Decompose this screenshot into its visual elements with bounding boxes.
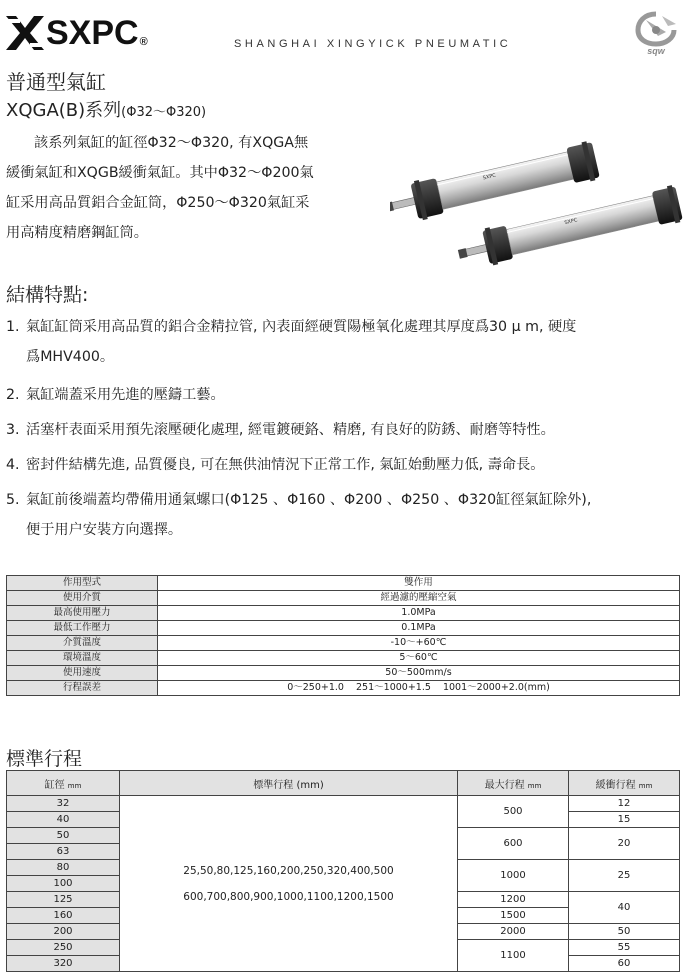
feature-item (6, 485, 682, 545)
stroke-header-row (7, 771, 680, 796)
feature-number: 5. (6, 492, 20, 508)
feature-item (6, 450, 682, 480)
cushion-cell: 12 (569, 796, 680, 812)
cushion-cell: 60 (569, 956, 680, 972)
bore-cell: 50 (7, 828, 120, 844)
spec-label: 最高使用壓力 (7, 606, 158, 621)
bore-cell: 80 (7, 860, 120, 876)
intro-line: 用高精度精磨鋼缸筒。 (6, 225, 148, 241)
spec-row (7, 591, 680, 606)
bore-cell: 320 (7, 956, 120, 972)
feature-number: 1. (6, 319, 20, 335)
table-row (7, 796, 680, 812)
intro-line: 缸采用高品質鋁合金缸筒，Φ250～Φ320氣缸采 (6, 195, 310, 211)
max-stroke-cell: 600 (458, 828, 569, 860)
registered-mark: ® (139, 36, 148, 48)
feature-text: 氣缸前後端蓋均帶備用通氣螺口(Φ125 、Φ160 、Φ200 、Φ250 、Φ320缸徑氣缸除外), (26, 492, 592, 508)
company-name: SHANGHAI XINGYICK PNEUMATIC (234, 38, 512, 50)
cushion-cell: 50 (569, 924, 680, 940)
spec-label: 使用速度 (7, 666, 158, 681)
bore-cell: 63 (7, 844, 120, 860)
spec-row (7, 606, 680, 621)
spec-row (7, 651, 680, 666)
intro-paragraph (6, 128, 374, 248)
feature-text: 便于用户安裝方向選擇。 (26, 522, 183, 538)
cushion-cell: 55 (569, 940, 680, 956)
svg-text:SXPC: SXPC (563, 217, 579, 227)
spec-row (7, 576, 680, 591)
sqw-emblem-icon (632, 10, 680, 48)
feature-item (6, 312, 682, 372)
spec-label: 介質溫度 (7, 636, 158, 651)
stroke-table (6, 770, 680, 972)
col-header-bore: 缸徑 mm (7, 771, 120, 796)
max-stroke-cell: 2000 (458, 924, 569, 940)
bore-cell: 200 (7, 924, 120, 940)
cushion-cell: 40 (569, 892, 680, 924)
features-heading: 結構特點: (6, 284, 89, 306)
cushion-cell: 25 (569, 860, 680, 892)
cylinder-product-image (390, 112, 686, 272)
bore-cell: 100 (7, 876, 120, 892)
spec-value: -10～+60℃ (158, 636, 680, 651)
max-stroke-cell: 1500 (458, 908, 569, 924)
spec-table (6, 575, 680, 696)
max-stroke-cell: 1000 (458, 860, 569, 892)
feature-item (6, 380, 682, 410)
sqw-badge-text: sqw (647, 46, 665, 56)
spec-label: 作用型式 (7, 576, 158, 591)
spec-label: 最低工作壓力 (7, 621, 158, 636)
brand-logo (6, 14, 148, 52)
intro-line: 緩衝氣缸和XQGB緩衝氣缸。其中Φ32～Φ200氣 (6, 165, 314, 181)
cushion-cell: 15 (569, 812, 680, 828)
cushion-cell: 20 (569, 828, 680, 860)
feature-number: 3. (6, 422, 20, 438)
spec-value: 1.0MPa (158, 606, 680, 621)
series-name: XQGA(B)系列 (6, 100, 122, 121)
feature-item (6, 415, 682, 445)
stroke-heading: 標準行程 (6, 748, 83, 770)
spec-row (7, 666, 680, 681)
spec-label: 環境溫度 (7, 651, 158, 666)
spec-row (7, 681, 680, 696)
series-range: (Φ32～Φ320) (121, 105, 207, 120)
spec-label: 使用介質 (7, 591, 158, 606)
spec-value: 雙作用 (158, 576, 680, 591)
spec-value: 0.1MPa (158, 621, 680, 636)
series-title (6, 96, 206, 122)
intro-line: 該系列氣缸的缸徑Φ32～Φ320, 有XQGA無 (34, 135, 309, 151)
max-stroke-cell: 500 (458, 796, 569, 828)
page-title: 普通型氣缸 (6, 70, 106, 94)
feature-text: 爲MHV400。 (26, 349, 115, 365)
spec-value: 50～500mm/s (158, 666, 680, 681)
bore-cell: 40 (7, 812, 120, 828)
feature-text: 氣缸端蓋采用先進的壓鑄工藝。 (26, 387, 225, 403)
col-header-standard: 標準行程 (mm) (120, 771, 458, 796)
bore-cell: 125 (7, 892, 120, 908)
standard-stroke-line: 600,700,800,900,1000,1100,1200,1500 (183, 890, 394, 903)
brand-name: SXPC (46, 14, 139, 52)
bore-cell: 160 (7, 908, 120, 924)
standard-stroke-cell (120, 796, 458, 972)
spec-label: 行程誤差 (7, 681, 158, 696)
svg-text:SXPC: SXPC (482, 172, 497, 182)
bore-cell: 32 (7, 796, 120, 812)
max-stroke-cell: 1200 (458, 892, 569, 908)
feature-text: 活塞杆表面采用預先滚壓硬化處理, 經電鍍硬鉻、精磨, 有良好的防銹、耐磨等特性。 (26, 422, 555, 438)
max-stroke-cell: 1100 (458, 940, 569, 972)
feature-text: 氣缸缸筒采用高品質的鋁合金精拉管, 內表面經硬質陽極氧化處理其厚度爲30 μ m, 硬度 (26, 319, 577, 335)
col-header-max: 最大行程 mm (458, 771, 569, 796)
spec-value: 0～250+1.0 251～1000+1.5 1001～2000+2.0(mm) (158, 681, 680, 696)
spec-row (7, 636, 680, 651)
standard-stroke-line: 25,50,80,125,160,200,250,320,400,500 (183, 864, 394, 877)
spec-value: 5～60℃ (158, 651, 680, 666)
spec-row (7, 621, 680, 636)
feature-number: 4. (6, 457, 20, 473)
feature-text: 密封件結構先進, 品質優良, 可在無供油情況下正常工作, 氣缸始動壓力低, 壽命長。 (26, 457, 545, 473)
col-header-cushion: 緩衝行程 mm (569, 771, 680, 796)
brand-mark-icon (6, 16, 44, 50)
spec-value: 經過濾的壓縮空氣 (158, 591, 680, 606)
feature-number: 2. (6, 387, 20, 403)
sqw-badge (632, 10, 680, 60)
bore-cell: 250 (7, 940, 120, 956)
